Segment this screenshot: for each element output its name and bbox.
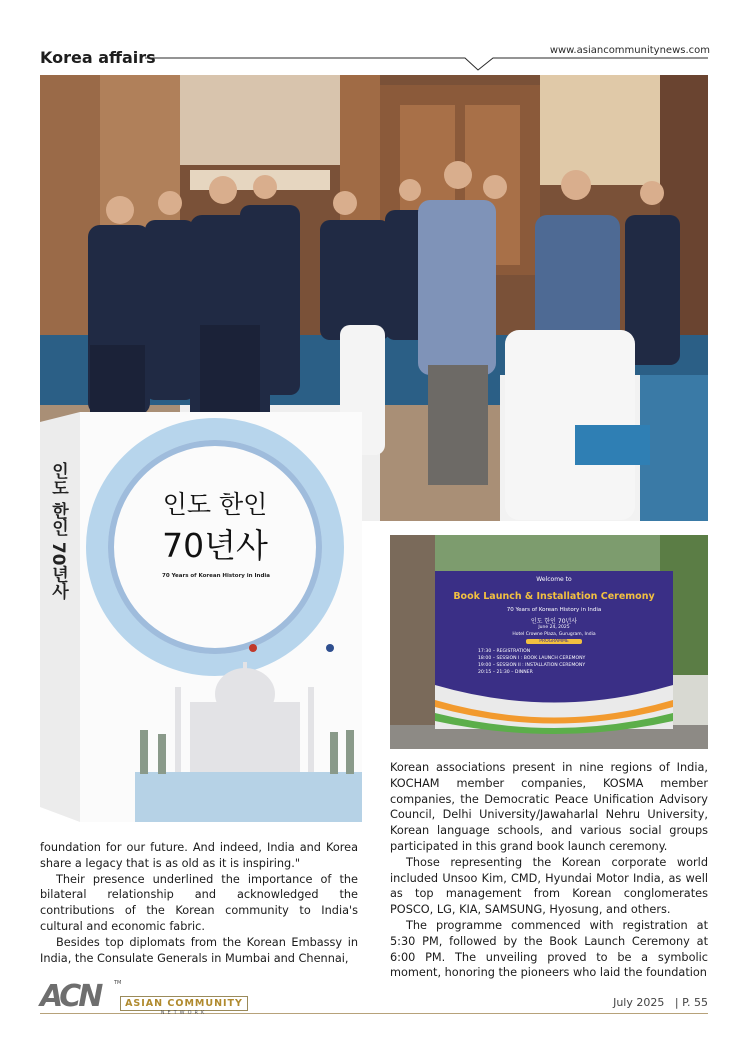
- page-number: | P. 55: [674, 996, 708, 1009]
- schedule-item: 18:00 – SESSION I : BOOK LAUNCH CEREMONY: [478, 656, 586, 661]
- book-cover: [40, 412, 362, 822]
- banner-venue: Hotel Crowne Plaza, Gurugram, India: [512, 632, 596, 637]
- banner-korean-title: 인도 한인 70년사: [530, 618, 578, 625]
- article-paragraph: Korean associations present in nine regions of India, KOCHAM member companies, KOSMA member companies, the Democratic Peace Unification Advisory Council, Delhi University/Jawaharlal Nehru University, Korean language schools, and various social groups participated in this grand book launch ceremony.: [390, 761, 708, 853]
- article-paragraph: Their presence underlined the importance of the bilateral relationship and acknowledged the contributions of the Korean community to India's cultural and economic fabric.: [40, 872, 358, 933]
- article-paragraph: Besides top diplomats from the Korean Embassy in India, the Consulate Generals in Mumbai and Chennai,: [40, 935, 358, 965]
- article-right-column: [390, 760, 708, 981]
- article-paragraph: Those representing the Korean corporate world included Unsoo Kim, CMD, Hyundai Motor India, as well as top management from Korean conglomerates POSCO, LG, KIA, SAMSUNG, Hyosung, and others.: [390, 855, 708, 917]
- banner-title: Book Launch & Installation Ceremony: [453, 591, 655, 602]
- book-title-line1: 인도 한인: [162, 490, 268, 519]
- banner-date: June 24, 2025: [538, 625, 570, 630]
- schedule-item: 17:30 – REGISTRATION: [478, 649, 531, 654]
- banner-subtitle: 70 Years of Korean History in India: [506, 607, 602, 613]
- banner-schedule: [478, 648, 658, 676]
- logo-mark: ACN: [40, 979, 101, 1014]
- article-left-column: [40, 840, 358, 966]
- banner-program-label: PROGRAMME: [526, 639, 582, 644]
- banner-photo: [390, 535, 708, 749]
- article-paragraph: foundation for our future. And indeed, India and Korea share a legacy that is as old as it is inspiring.": [40, 841, 358, 870]
- section-title: Korea affairs: [40, 48, 156, 67]
- banner-welcome: Welcome to: [536, 576, 572, 583]
- logo-label: ASIAN COMMUNITY: [120, 996, 248, 1011]
- schedule-item: 20:15 – 21:30 – DINNER: [478, 670, 533, 675]
- book-subtitle: 70 Years of Korean History in India: [162, 573, 270, 579]
- book-title-line2: 70년사: [162, 526, 268, 565]
- page-info: [613, 996, 708, 1009]
- logo-sub: NETWORK: [160, 1010, 208, 1016]
- book-spine-title: 인도 한인 70년사: [48, 462, 68, 600]
- header-rule: [0, 50, 748, 74]
- article-paragraph: The programme commenced with registration at 5:30 PM, followed by the Book Launch Ceremony at 6:00 PM. The unveiling proved to be a symbolic moment, honoring the pioneers who laid the foundation: [390, 918, 708, 980]
- logo-tm: TM: [114, 980, 122, 986]
- issue-date: July 2025: [613, 996, 665, 1009]
- site-url[interactable]: www.asiancommunitynews.com: [549, 45, 710, 56]
- schedule-item: 19:00 – SESSION II : INSTALLATION CEREMONY: [478, 663, 586, 668]
